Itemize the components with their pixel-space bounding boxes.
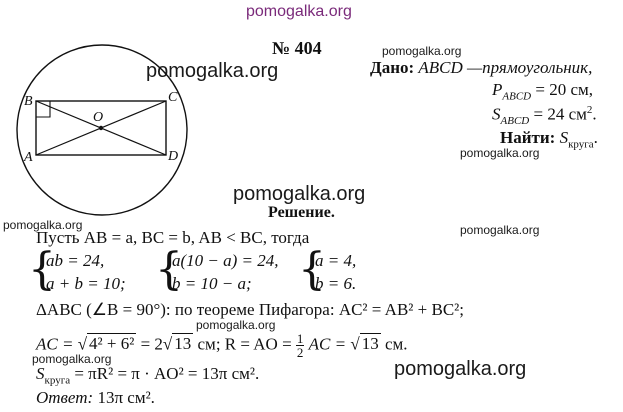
center-label-o: O [93, 110, 104, 125]
system-brace-1: { [28, 244, 56, 295]
given-perimeter: $P_{ABCD} = 20$ см, [492, 80, 594, 103]
vertex-label-a: A [24, 150, 33, 165]
system2-eq1: a(10 − a) = 24, [172, 251, 279, 270]
watermark-bottom-left: pomogalka.org [32, 352, 112, 366]
pythagoras-line: ΔABC (∠B = 90°): по теореме Пифагора: AC² = AB² + BC²; [36, 300, 464, 319]
vertex-label-b: B [24, 94, 33, 109]
given-label: Дано: [370, 58, 415, 77]
system3-eq1: a = 4, [315, 251, 357, 270]
find-label: Найти: [500, 128, 556, 147]
system3-eq2: b = 6. [315, 274, 357, 293]
system1-eq2: a + b = 10; [46, 274, 126, 293]
fraction-one-half: $\frac{1}{2}$ [296, 331, 304, 360]
answer-value: 13π см². [97, 388, 155, 407]
watermark-mid: pomogalka.org [196, 318, 276, 332]
solution-title: Решение. [268, 204, 335, 221]
watermark-given: pomogalka.org [382, 44, 462, 58]
area-line: $S_{круга} = \pi R^2 = \pi \cdot AO^2 = 13\pi$ см². [36, 364, 260, 387]
let-line: Пусть AB = a, BC = b, AB < BC, тогда [36, 228, 310, 247]
system-brace-3: { [298, 244, 326, 295]
system2-eq2: b = 10 − a; [172, 274, 252, 293]
watermark-solution: pomogalka.org [233, 183, 366, 205]
watermark-figure: pomogalka.org [146, 60, 279, 82]
watermark-left: pomogalka.org [3, 218, 83, 232]
ac-line: AC = √ 4² + 6² = 2√ 13 см; R = AO = $\frac{1}{2}$ AC = √ 13 см. [36, 331, 408, 360]
answer-line [36, 388, 155, 408]
find-line: Найти: $S_{круга}$. [500, 128, 598, 151]
watermark-bottom: pomogalka.org [394, 358, 527, 380]
given-line-1 [370, 58, 592, 78]
center-point [99, 126, 103, 130]
answer-label: Ответ: [36, 388, 94, 407]
vertex-label-d: D [168, 149, 179, 164]
vertex-label-c: C [168, 90, 178, 105]
system1-eq1: ab = 24, [46, 251, 105, 270]
watermark-right: pomogalka.org [460, 223, 540, 237]
system-brace-2: { [155, 244, 183, 295]
watermark-find: pomogalka.org [460, 146, 540, 160]
circumscribed-circle [17, 45, 187, 215]
watermark-top: pomogalka.org [246, 3, 352, 20]
given-area: $S_{ABCD} = 24$ $см^2$. [492, 104, 597, 128]
given-rectangle-text: ABCD —прямоугольник, [418, 58, 593, 77]
problem-number: № 404 [272, 38, 322, 58]
